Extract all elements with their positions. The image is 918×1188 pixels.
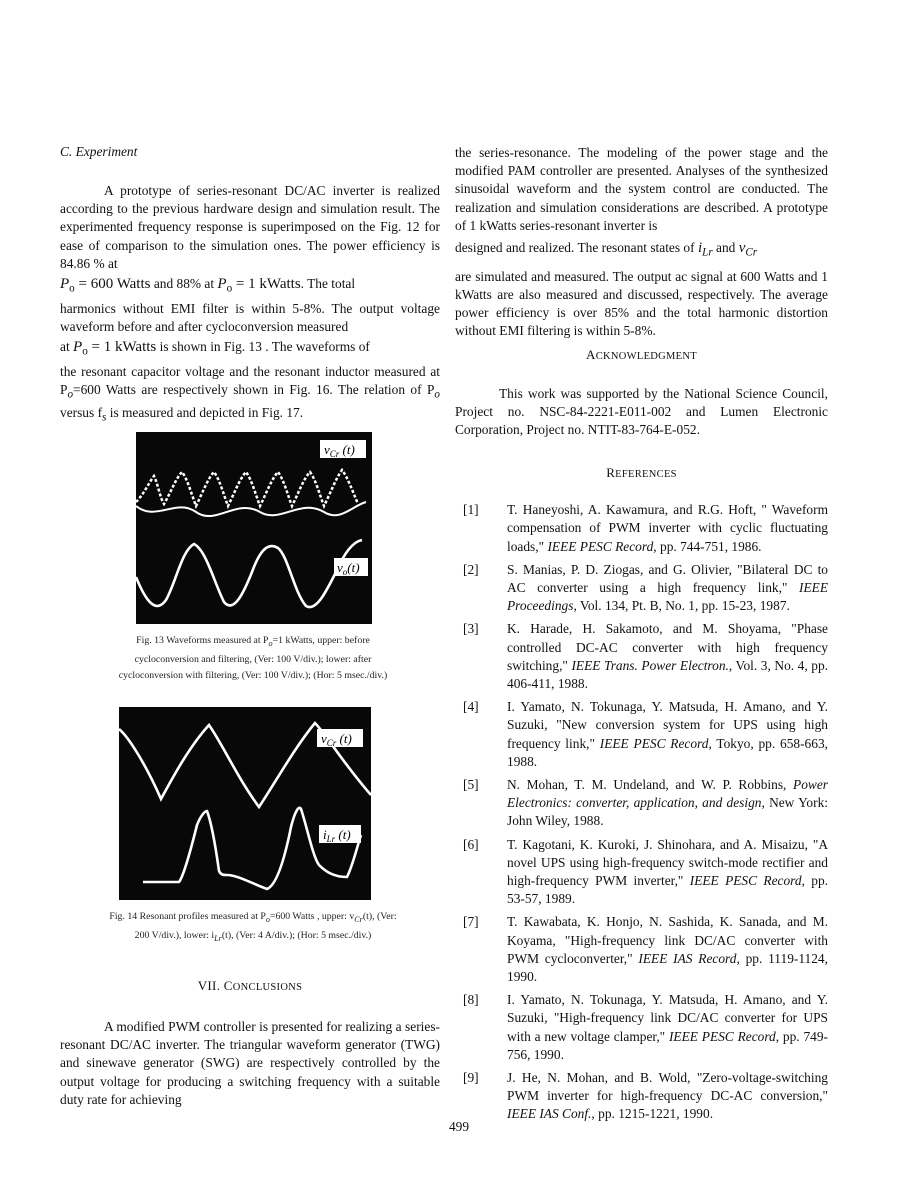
reference-item: [4] I. Yamato, N. Tokunaga, Y. Matsuda, H. Amano, and Y. Suzuki, "New conversion system for UPS using high frequency link," IEEE PESC Record, Tokyo, pp. 658-663, 1988. — [463, 699, 828, 769]
figure-14-caption: Fig. 14 Resonant profiles measured at $P_o=600$ Watts , upper: $v_{Cr}(t)$, (Ver: 200 V/div.), lower: $i_{Lr}(t)$, (Ver: 4 A/div.); (Hor: 5 msec./div.) — [109, 911, 397, 943]
fig13-upper-waveform — [136, 470, 358, 506]
right-column — [455, 144, 828, 1129]
left-column — [60, 144, 440, 427]
acknowledgment-paragraph: This work was supported by the National Science Council, Project no. NSC-84-2221-E011-002 and Lumen Electronic Corporation, Project no. NTIT-83-764-E-052. — [455, 385, 828, 437]
fig13-upper-envelope — [136, 502, 366, 516]
reference-item: [7] T. Kawabata, K. Honjo, N. Sashida, K. Sanada, and M. Koyama, "High-frequency link DC/AC converter with PWM cycloconverter," IEEE IAS Record, pp. 1119-1124, 1990. — [463, 914, 828, 984]
references-list — [455, 501, 828, 1124]
fig13-lower-waveform — [136, 540, 362, 607]
conclusions-final-paragraph: are simulated and measured. The output ac signal at 600 Watts and 1 kWatts are also measured and discussed, respectively. The average power efficiency is over 85% and the total harmonic distortion without EMI filtering is within 5-8%. — [455, 268, 828, 339]
reference-item: [2] S. Manias, P. D. Ziogas, and G. Olivier, "Bilateral DC to AC converter using a high frequency link," IEEE Proceedings, Vol. 134, Pt. B, No. 1, pp. 15-23, 1987. — [463, 561, 828, 614]
subsection-title: C. Experiment — [60, 144, 138, 159]
experiment-paragraph-cont: harmonics without EMI filter is within 5-8%. The output voltage waveform before and after cycloconversion measured — [60, 300, 440, 334]
references-heading: REFERENCES — [606, 465, 677, 481]
figure-14-waveforms — [119, 707, 371, 900]
fig14-lower-waveform — [143, 808, 361, 889]
fig14-label-top: $v_{Cr}$ (t) — [321, 731, 352, 748]
page-number: 499 — [448, 1119, 470, 1134]
fig13-label-top: $v_{Cr}$ (t) — [324, 442, 355, 459]
reference-item: [1] T. Haneyoshi, A. Kawamura, and R.G. Hoft, " Waveform compensation of PWM inverter with cyclic fluctuating loads," IEEE PESC Record, pp. 744-751, 1986. — [463, 502, 828, 554]
conclusions-paragraph: A modified PWM controller is presented for realizing a series-resonant DC/AC inverter. The triangular waveform generator (TWG) and sinewave generator (SWG) are respectively controlled by the output voltage for producing a switching frequency with a suitable duty rate for achieving — [60, 1019, 440, 1107]
figure-13-caption: Fig. 13 Waveforms measured at $P_o=1$ kWatts, upper: before cycloconversion and filtering, (Ver: 100 V/div.); lower: after cycloconversion with filtering, (Ver: 100 V/div.); (Hor: 5 msec./div.) — [118, 635, 388, 681]
fig13-label-bottom: $v_o(t)$ — [337, 560, 360, 577]
figure-14-oscilloscope — [119, 707, 371, 900]
reference-item: [3] K. Harade, H. Sakamoto, and M. Shoyama, "Phase controlled DC-AC converter with high frequency switching," IEEE Trans. Power Electron., Vol. 3, No. 4, pp. 406-411, 1988. — [463, 621, 828, 691]
efficiency-equation-line: $P_o = 600$ Watts and 88% at $P_o = 1$ kWatts. The total — [60, 276, 356, 295]
reference-item: [8] I. Yamato, N. Tokunaga, Y. Matsuda, H. Amano, and Y. Suzuki, "High-frequency link DC/AC converter for UPS with a new voltage clamper," IEEE PESC Record, pp. 749-756, 1990. — [463, 992, 829, 1062]
conclusions-continued-paragraph: the series-resonance. The modeling of the power stage and the modified PAM controller are presented. Analyses of the synthesized sinusoidal waveform and the system control are conducted. The realization and simulation considerations are described. A prototype of 1 kWatts series-resonant inverter is — [455, 145, 828, 233]
output-equation-line: at $P_o = 1$ kWatts is shown in Fig. 13 . The waveforms of — [60, 339, 370, 358]
acknowledgment-heading: ACKNOWLEDGMENT — [585, 346, 697, 362]
experiment-paragraph-end: the resonant capacitor voltage and the resonant inductor measured at $P_o=600$ Watts are respectively shown in Fig. 16. The relation of $P_o$ versus $f_s$ is measured and depicted in Fig. 17. — [60, 363, 440, 424]
reference-item: [6] T. Kagotani, K. Kuroki, J. Shinohara, and A. Misaizu, "A novel UPS using high-frequency switch-mode rectifier and high-frequency PWM inverter," IEEE PESC Record, pp. 53-57, 1989. — [463, 836, 829, 907]
conclusions-heading: VII. CONCLUSIONS — [197, 978, 303, 993]
reference-item: [9] J. He, N. Mohan, and B. Wold, "Zero-voltage-switching PWM inverter for high-frequency DC-AC conversion," IEEE IAS Conf., pp. 1215-1221, 1990. — [463, 1070, 828, 1122]
figure-13-waveforms — [136, 432, 372, 624]
resonant-states-line: designed and realized. The resonant states of $i_{Lr}$ and $v_{Cr}$ — [455, 240, 758, 259]
fig14-label-bottom: $i_{Lr}$ (t) — [323, 827, 351, 844]
experiment-paragraph: A prototype of series-resonant DC/AC inverter is realized according to the previous hardware design and simulation result. The experimented frequency response is superimposed on the Fig. 12 for ease of comparison to the simulation ones. The power efficiency is 84.86 % at — [60, 183, 440, 271]
reference-item: [5] N. Mohan, T. M. Undeland, and W. P. Robbins, Power Electronics: converter, application, and design, New York: John Wiley, 1988. — [463, 776, 828, 829]
figure-13-oscilloscope — [136, 432, 372, 624]
conclusions-section — [60, 970, 440, 1109]
